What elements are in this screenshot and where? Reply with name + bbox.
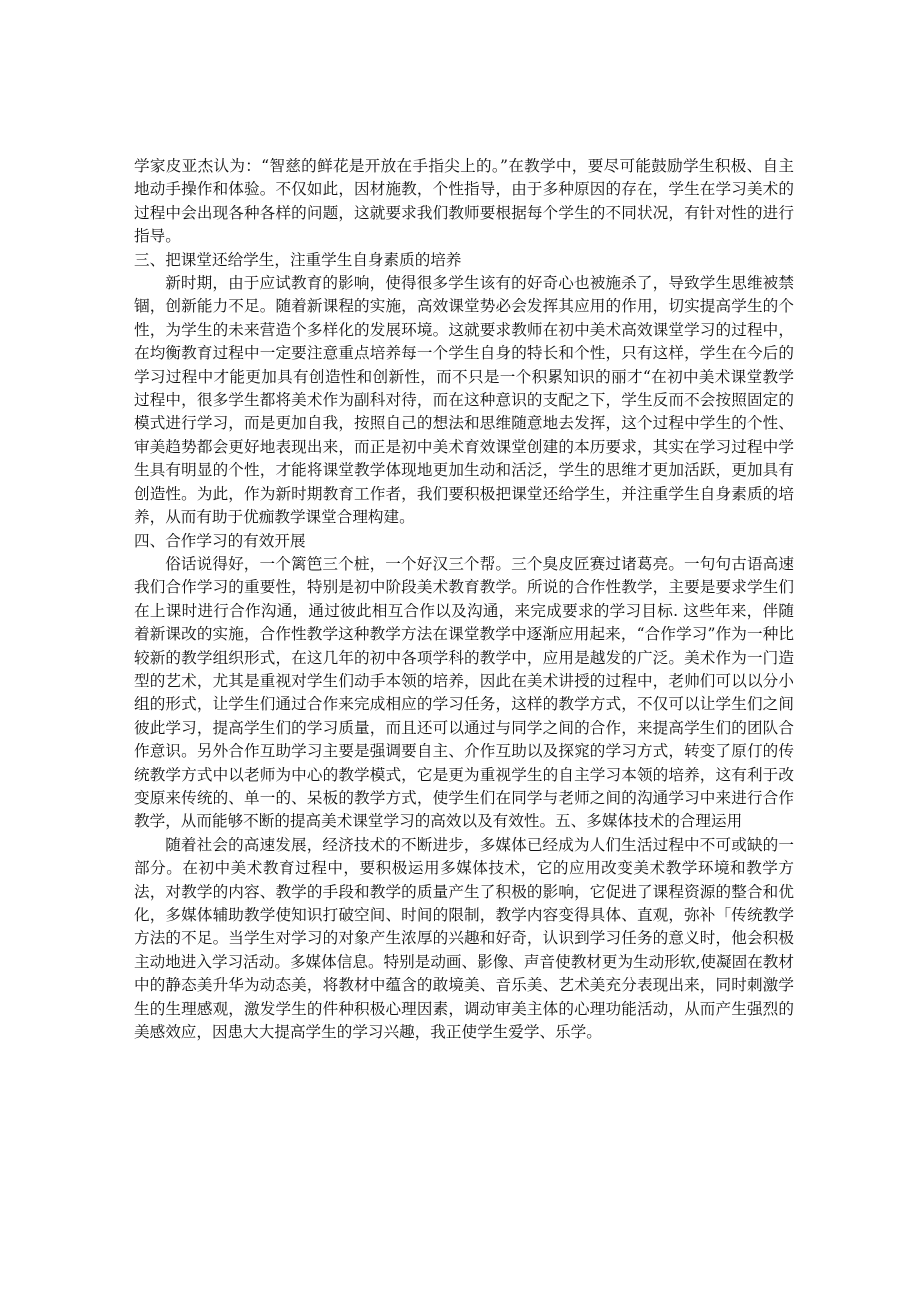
paragraph-section-5: 随着社会的高速发展，经济技术的不断进步，多媒体已经成为人们生活过程中不可或缺的一部分。在初中美术教育过程中，要积极运用多媒体技术，它的应用改变美术教学环境和教学方法，对教学的内容、教学的手段和教学的质量产生了积极的影响，它促进了课程资源的整合和优化，多媒体辅助教学使知识打破空间、时间的限制，教学内容变得具体、直观，弥补「传统教学方法的不足。当学生对学习的对象产生浓厚的兴趣和好奇，认识到学习任务的意义时，他会积极主动地进入学习活动。多媒体信息。特别是动画、影像、声音使教材更为生动形软,使凝固在教材中的静态美升华为动态美，将教材中蕴含的敢境美、音乐美、艺术美充分表现出来，同时刺激学生的生理感观，激发学生的件种积极心理因素，调动审美主体的心理功能活动，从而产生强烈的美感效应，因患大大提高学生的学习兴趣，我正使学生爱学、乐学。 xyxy=(134,835,794,1042)
paragraph-section-3: 新时期，由于应试教育的影响，使得很多学生该有的好奇心也被施杀了，导致学生思维被禁锢，创新能力不足。随着新课程的实施，高效课堂势必会发挥其应用的作用，切实提高学生的个性，为学生的未来营造个多样化的发展环境。这就要求教师在初中美术高效课堂学习的过程中，在均衡教育过程中一定要注意重点培养每一个学生自身的特长和个性，只有这样，学生在今后的学习过程中才能更加具有创造性和创新性，而不只是一个积累知识的丽才“在初中美术课堂教学过程中，很多学生都将美术作为副科对待，而在这种意识的支配之下，学生反而不会按照固定的模式进行学习，而是更加自我，按照自己的想法和思维随意地去发挥，这个过程中学生的个性、审美趋势都会更好地表现出来，而正是初中美术育效课堂创建的本历要求，其实在学习过程中学生具有明显的个性，才能将课堂教学体现地更加生动和活泛，学生的思维才更加活跃，更加具有创造性。为此，作为新时期教育工作者，我们要积极把课堂还给学生，并注重学生自身素质的培养，从而有助于优痂教学课堂合理构建。 xyxy=(134,274,794,527)
document-body xyxy=(134,155,794,1044)
paragraph-intro: 学家皮亚杰认为：“智慈的鲜花是开放在手指尖上的。”在教学中，要尽可能鼓励学生积极、自主地动手操作和体验。不仅如此，因材施教，个性指导，由于多种原因的存在，学生在学习美术的过程中会出现各种各样的问题，这就要求我们教师要根据每个学生的不同状况，有针对性的进行指导。 xyxy=(134,157,794,246)
paragraph-section-4: 俗话说得好，一个篱笆三个桩，一个好汉三个帮。三个臭皮匠赛过诸葛亮。一句句古语高速我们合作学习的重要性，特别是初中阶段美术教育教学。所说的合作性教学，主要是要求学生们在上课时进行合作沟通，通过彼此相互合作以及沟通，来完成要求的学习目标. 这些年来，伴随着新课改的实施，合作性教学这种教学方法在课堂教学中逐渐应用起来，“合作学习”作为一种比较新的教学组织形式，在这几年的初中各项学科的教学中，应用是越发的广泛。美术作为一门造型的艺术，尤其是重视对学生们动手本领的培养，因此在美术讲授的过程中，老帅们可以以分小组的形式，让学生们通过合作来完成相应的学习任务，这样的教学方式，不仅可以让学生们之间彼此学习，提高学生们的学习质量，而且还可以通过与同学之间的合作，来提高学生们的团队合作意识。另外合作互助学习主要是强调要自主、介作互助以及探窕的学习方式，转变了原仃的传统教学方式中以老师为中心的教学模式，它是更为重视学生的自主学习本领的培养，这有利于改变原来传统的、单一的、呆板的教学方式，使学生们在同学与老师之间的沟通学习中来进行合作教学，从而能够不断的提高美术课堂学习的高效以及有效性。五、多媒体技术的合理运用 xyxy=(134,554,794,831)
section-heading-4: 四、合作学习的有效开展 xyxy=(134,531,306,550)
section-heading-3: 三、把课堂还给学生，注重学生自身素质的培养 xyxy=(134,250,462,269)
